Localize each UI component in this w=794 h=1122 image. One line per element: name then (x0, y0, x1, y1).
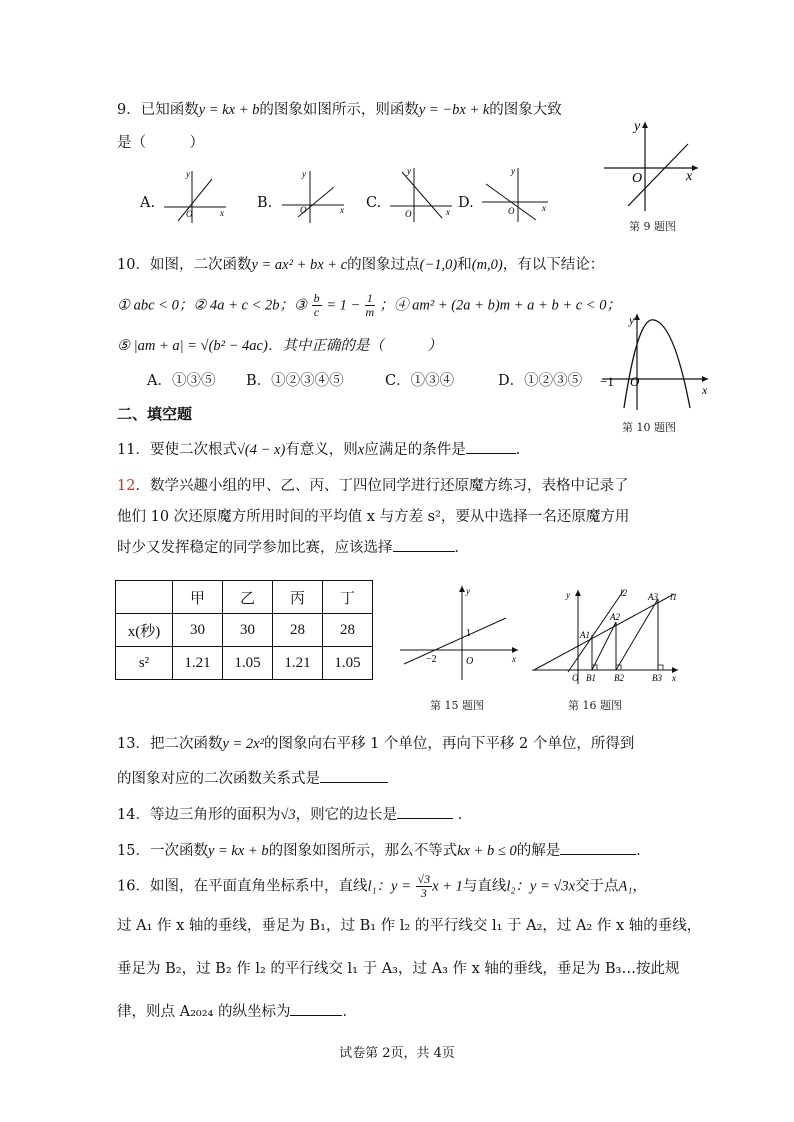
q16-line4: 律，则点 A₂₀₂₄ 的纵坐标为 ． (117, 1001, 357, 1023)
q15: 15．一次函数y = kx + b的图象如图所示，那么不等式kx + b ≤ 0的解是 ． (117, 840, 651, 862)
q16-blank (290, 1001, 342, 1016)
q10-conclusion-5: ⑤ |am + a| = √(b² − 4ac)．其中正确的是（ ） (117, 338, 442, 354)
q12-blank (393, 537, 455, 552)
svg-text:y: y (634, 119, 641, 134)
svg-text:l1: l1 (670, 592, 678, 602)
q16-line3: 垂足为 B₂，过 B₂ 作 l₂ 的平行线交 l₁ 于 A₃，过 A₃ 作 x 轴的垂线，垂足为 B₃…按此规 (117, 961, 680, 977)
q9-option-a-label: A. (140, 195, 156, 211)
q13-line1: 13．把二次函数y = 2x²的图象向右平移 1 个单位，再向下平移 2 个单位，所得到 (117, 736, 635, 752)
q9-option-b-label: B. (257, 195, 273, 211)
svg-text:O: O (186, 209, 193, 219)
q10-caption: 第 10 题图 (622, 421, 676, 434)
q9-option-c-graph (386, 164, 456, 224)
svg-text:l2: l2 (620, 588, 628, 598)
q14-blank (397, 804, 453, 819)
q9-option-d-graph (478, 164, 552, 224)
svg-text:y: y (407, 166, 411, 176)
svg-text:x: x (340, 205, 344, 215)
q9-option-b-graph (278, 167, 348, 225)
q9-option-d-label: D. (458, 195, 474, 211)
svg-text:A1: A1 (580, 630, 590, 640)
svg-text:y: y (511, 166, 515, 176)
svg-text:−2: −2 (426, 654, 437, 665)
q16-line1: 16．如图，在平面直角坐标系中，直线l₁：y = $\frac{√3}{3}$ x + 1与直线l₂：y = √3x交于点A₁， (117, 872, 647, 900)
fig15-caption: 第 15 题图 (430, 699, 484, 712)
q15-blank (560, 840, 636, 855)
svg-text:x: x (672, 673, 676, 683)
fig16-graph (528, 584, 684, 686)
svg-text:O: O (508, 206, 515, 216)
q10-option-b: B．①②③④⑤ (246, 373, 344, 389)
q13-line2: 的图象对应的二次函数关系式是 (117, 768, 388, 790)
q9-caption: 第 9 题图 (629, 220, 676, 233)
q12-line3: 时少又发挥稳定的同学参加比赛，应该选择 ． (117, 537, 469, 559)
q10-label-origin: O (630, 374, 640, 389)
svg-text:O: O (466, 656, 474, 667)
q14: 14．等边三角形的面积为√3，则它的边长是 ． (117, 804, 472, 826)
q9-option-c-label: C. (366, 195, 382, 211)
fig16-caption: 第 16 题图 (568, 699, 622, 712)
q16-line2: 过 A₁ 作 x 轴的垂线，垂足为 B₁，过 B₁ 作 l₂ 的平行线交 l₁ 于 A₂，过 A₂ 作 x 轴的垂线， (117, 918, 702, 934)
table-row: s² 1.21 1.05 1.21 1.05 (116, 647, 373, 680)
q10-option-a: A．①③⑤ (147, 373, 216, 389)
svg-text:O: O (632, 171, 643, 186)
svg-text:x: x (512, 654, 516, 664)
svg-text:y: y (466, 586, 470, 596)
svg-text:y: y (302, 169, 306, 179)
q10-conclusions-1: ① abc < 0；② 4a + c < 2b；③ $\frac{b}{c}$ = 1 − $\frac{1}{m}$ ；④ am² + (2a + b)m + a + b + c < 0； (117, 291, 621, 319)
svg-text:y: y (186, 169, 190, 179)
q12-line1: 12．数学兴趣小组的甲、乙、丙、丁四位同学进行还原魔方练习，表格中记录了 (117, 478, 629, 494)
svg-text:y: y (629, 313, 635, 327)
q10-option-c: C．①③④ (385, 373, 455, 389)
svg-text:1: 1 (466, 628, 471, 639)
svg-text:y: y (566, 590, 570, 600)
svg-text:B3: B3 (652, 673, 662, 683)
svg-text:x: x (220, 208, 224, 218)
q10-parabola-graph (596, 310, 714, 412)
svg-text:B2: B2 (614, 673, 624, 683)
q11-blank (466, 439, 516, 454)
q11: 11．要使二次根式√(4 − x)有意义，则x应满足的条件是 ． (117, 439, 530, 461)
q9-stem-line2: 是（ ） (117, 135, 204, 151)
svg-text:O: O (405, 209, 412, 219)
q9-option-a-graph (160, 167, 230, 225)
svg-text:B1: B1 (586, 673, 596, 683)
q10-stem: 10．如图，二次函数y = ax² + bx + c的图象过点(−1,0)和(m,0)，有以下结论： (117, 257, 605, 273)
svg-text:x: x (702, 383, 708, 397)
q9-reference-graph (598, 118, 702, 214)
q10-option-d: D．①②③⑤ (498, 373, 583, 389)
svg-text:O: O (572, 673, 579, 683)
section-heading: 二、填空题 (117, 405, 193, 423)
svg-text:x: x (542, 203, 546, 213)
fig15-graph (396, 580, 524, 684)
svg-text:O: O (300, 205, 307, 215)
svg-text:A2: A2 (610, 612, 620, 622)
svg-text:x: x (446, 207, 450, 217)
q12-line2: 他们 10 次还原魔方所用时间的平均值 x 与方差 s²，要从中选择一名还原魔方用 (117, 509, 630, 525)
q10-label-neg1: −1 (600, 374, 614, 389)
svg-text:A3: A3 (648, 592, 658, 602)
page-footer: 试卷第 2页，共 4页 (339, 1046, 455, 1061)
table-row: x(秒) 30 30 28 28 (116, 614, 373, 647)
q9-stem: 9．已知函数y = kx + b的图象如图所示，则函数y = −bx + k的图象大致 (117, 102, 562, 118)
q13-blank (320, 768, 388, 783)
stats-table (115, 580, 373, 680)
svg-text:x: x (686, 169, 693, 184)
table-header-row: 甲 乙 丙 丁 (116, 581, 373, 614)
